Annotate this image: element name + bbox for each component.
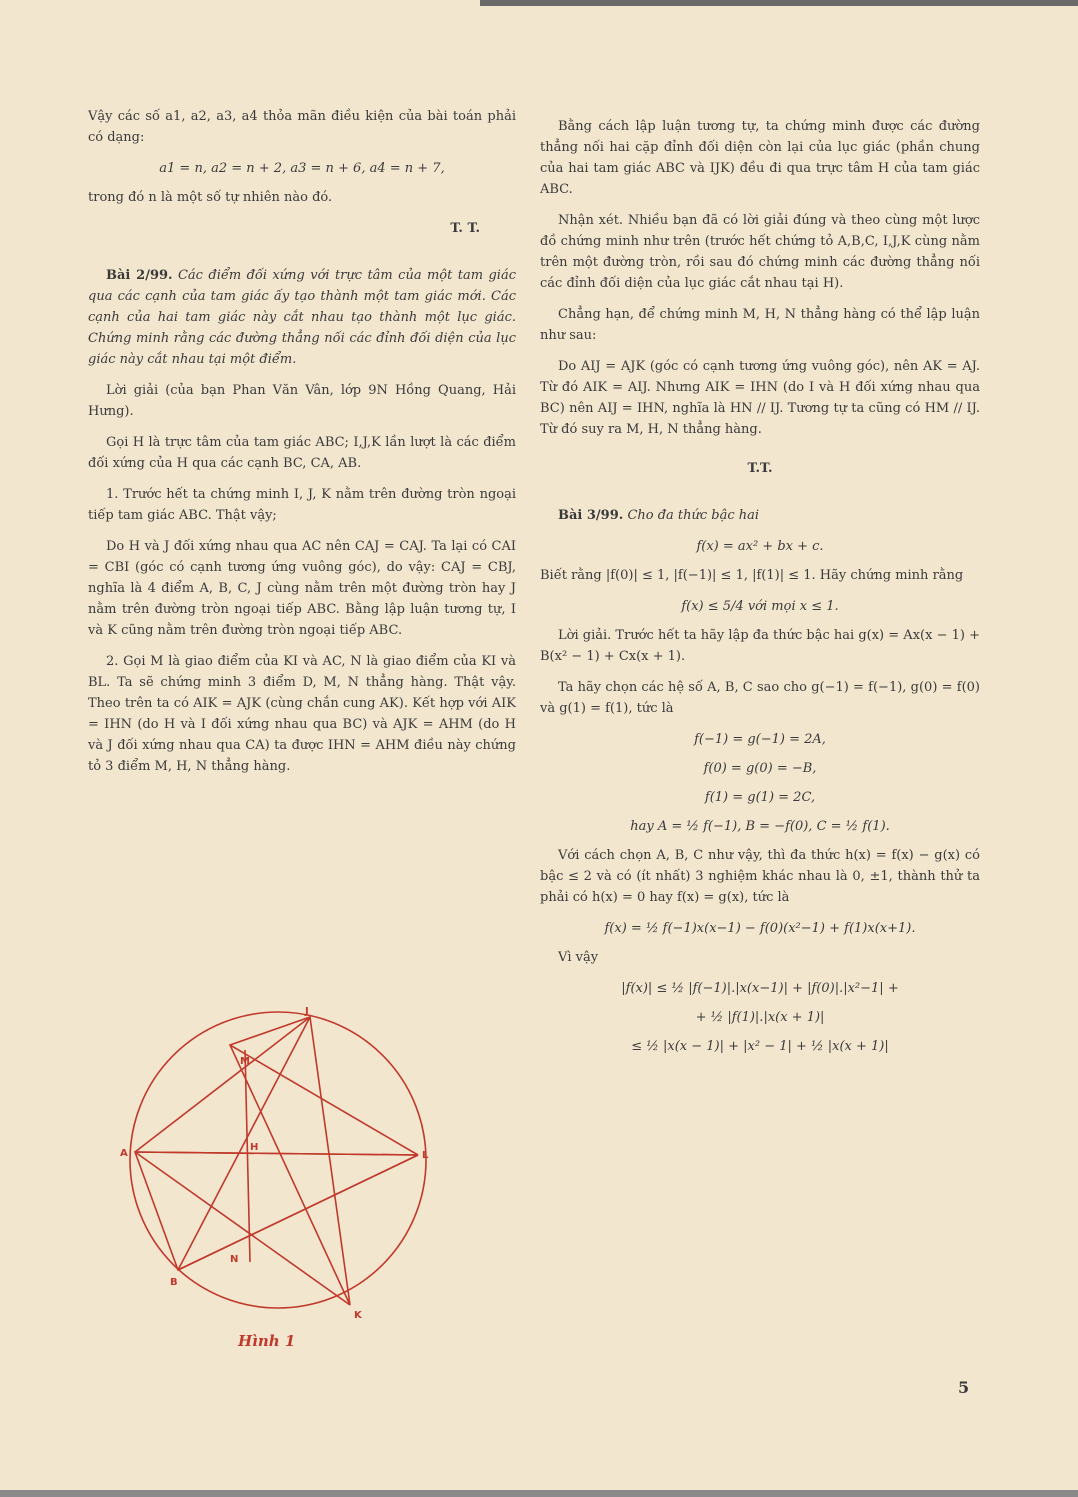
formula: |f(x)| ≤ ½ |f(−1)|.|x(x−1)| + |f(0)|.|x²−1| +: [621, 981, 899, 996]
paragraph: Chẳng hạn, để chứng minh M, H, N thẳng hàng có thể lập luận như sau:: [540, 307, 980, 343]
scan-edge-bottom: [0, 1490, 1078, 1497]
paragraph: trong đó n là một số tự nhiên nào đó.: [88, 190, 333, 205]
label-a: A: [120, 1148, 128, 1159]
paragraph: Lời giải. Trước hết ta hãy lập đa thức bậc hai g(x) = Ax(x − 1) + B(x² − 1) + Cx(x + 1).: [540, 628, 980, 664]
solution-header: Lời giải (của bạn Phan Văn Vân, lớp 9N Hồng Quang, Hải Hưng).: [88, 383, 516, 419]
formula: f(0) = g(0) = −B,: [703, 761, 817, 776]
paragraph: Do AIJ = AJK (góc có cạnh tương ứng vuông góc), nên AK = AJ. Từ đó AIK = AIJ. Nhưng AIK = IHN (do I và H đối xứng nhau qua BC) nên AIJ = IHN, nghĩa là HN // IJ. Tương tự ta cũng có HM // IJ. Từ đó suy ra M, H, N thẳng hàng.: [540, 359, 980, 437]
label-k: K: [354, 1310, 362, 1321]
problem-title: Bài 3/99.: [558, 508, 624, 523]
formula: f(x) = ½ f(−1)x(x−1) − f(0)(x²−1) + f(1)x(x+1).: [604, 921, 916, 936]
circumcircle: [130, 1012, 426, 1308]
label-m: M: [240, 1056, 250, 1067]
paragraph: Do H và J đối xứng nhau qua AC nên CAJ = CAJ. Ta lại có CAI = CBI (góc có cạnh tương ứng vuông góc), do vậy: CAJ = CBJ, nghĩa là 4 điểm A, B, C, J cùng nằm trên một đường tròn hay J nằm trên đường tròn ngoại tiếp ABC. Bằng lập luận tương tự, I và K cũng nằm trên đường tròn ngoại tiếp ABC.: [88, 539, 516, 638]
label-j: J: [305, 1006, 309, 1017]
formula: f(−1) = g(−1) = 2A,: [694, 732, 826, 747]
author-signature: T. T.: [450, 221, 480, 236]
formula: f(x) ≤ 5/4 với mọi x ≤ 1.: [681, 599, 839, 614]
formula: a1 = n, a2 = n + 2, a3 = n + 6, a4 = n + 7,: [159, 161, 445, 176]
geometry-figure: [100, 1000, 470, 1340]
label-l: L: [422, 1150, 429, 1161]
label-b: B: [170, 1277, 178, 1288]
scan-edge-top: [480, 0, 1078, 6]
formula: ≤ ½ |x(x − 1)| + |x² − 1| + ½ |x(x + 1)|: [631, 1039, 889, 1054]
formula: f(1) = g(1) = 2C,: [704, 790, 816, 805]
paragraph: 2. Gọi M là giao điểm của KI và AC, N là giao điểm của KI và BL. Ta sẽ chứng minh 3 điểm D, M, N thẳng hàng. Thật vậy. Theo trên ta có AIK = AJK (cùng chắn cung AK). Kết hợp với AIK = IHN (do H và I đối xứng nhau qua BC) và AJK = AHM (do H và J đối xứng nhau qua CA) ta được IHN = AHM điều này chứng tỏ 3 điểm M, H, N thẳng hàng.: [88, 654, 516, 774]
paragraph: Với cách chọn A, B, C như vậy, thì đa thức h(x) = f(x) − g(x) có bậc ≤ 2 và có (ít nhất) 3 nghiệm khác nhau là 0, ±1, thành thử ta phải có h(x) = 0 hay f(x) = g(x), tức là: [540, 848, 980, 905]
paragraph: Bằng cách lập luận tương tự, ta chứng minh được các đường thẳng nối hai cặp đỉnh đối diện còn lại của lục giác (phần chung của hai tam giác ABC và IJK) đều đi qua trực tâm H của tam giác ABC.: [540, 119, 980, 197]
formula: + ½ |f(1)|.|x(x + 1)|: [695, 1010, 825, 1025]
problem-3: [540, 505, 980, 526]
paragraph: Gọi H là trực tâm của tam giác ABC; I,J,K lần lượt là các điểm đối xứng của H qua các cạnh BC, CA, AB.: [88, 435, 516, 471]
paragraph: Vậy các số a1, a2, a3, a4 thỏa mãn điều kiện của bài toán phải có dạng:: [88, 109, 516, 145]
problem-title: Bài 2/99.: [106, 268, 173, 283]
figure-caption: Hình 1: [238, 1332, 296, 1350]
paragraph: Nhận xét. Nhiều bạn đã có lời giải đúng và theo cùng một lược đồ chứng minh như trên (trước hết chứng tỏ A,B,C, I,J,K cùng nằm trên một đường tròn, rồi sau đó chứng minh các đường thẳng nối các đỉnh đối diện của lục giác cắt nhau tại H).: [540, 213, 980, 291]
formula: f(x) = ax² + bx + c.: [696, 539, 824, 554]
paragraph: 1. Trước hết ta chứng minh I, J, K nằm trên đường tròn ngoại tiếp tam giác ABC. Thật vậy;: [88, 487, 516, 523]
formula: hay A = ½ f(−1), B = −f(0), C = ½ f(1).: [630, 819, 890, 834]
problem-text: Các điểm đối xứng với trực tâm của một tam giác qua các cạnh của tam giác ấy tạo thành một tam giác mới. Các cạnh của hai tam giác này cắt nhau tạo thành một lục giác. Chứng minh rằng các đường thẳng nối các đỉnh đối diện của lục giác này cắt nhau tại một điểm.: [88, 268, 516, 367]
left-column: [88, 106, 516, 787]
problem-text: Cho đa thức bậc hai: [627, 508, 760, 523]
page-number: 5: [958, 1378, 970, 1397]
label-n: N: [230, 1254, 239, 1265]
author-signature: T.T.: [747, 461, 773, 476]
label-h: H: [250, 1142, 259, 1153]
paragraph: Vì vậy: [558, 950, 599, 965]
problem-2: [88, 265, 516, 370]
paragraph: Ta hãy chọn các hệ số A, B, C sao cho g(−1) = f(−1), g(0) = f(0) và g(1) = f(1), tức là: [540, 680, 980, 716]
paragraph: Biết rằng |f(0)| ≤ 1, |f(−1)| ≤ 1, |f(1)| ≤ 1. Hãy chứng minh rằng: [540, 568, 964, 583]
right-column: [540, 116, 980, 1065]
